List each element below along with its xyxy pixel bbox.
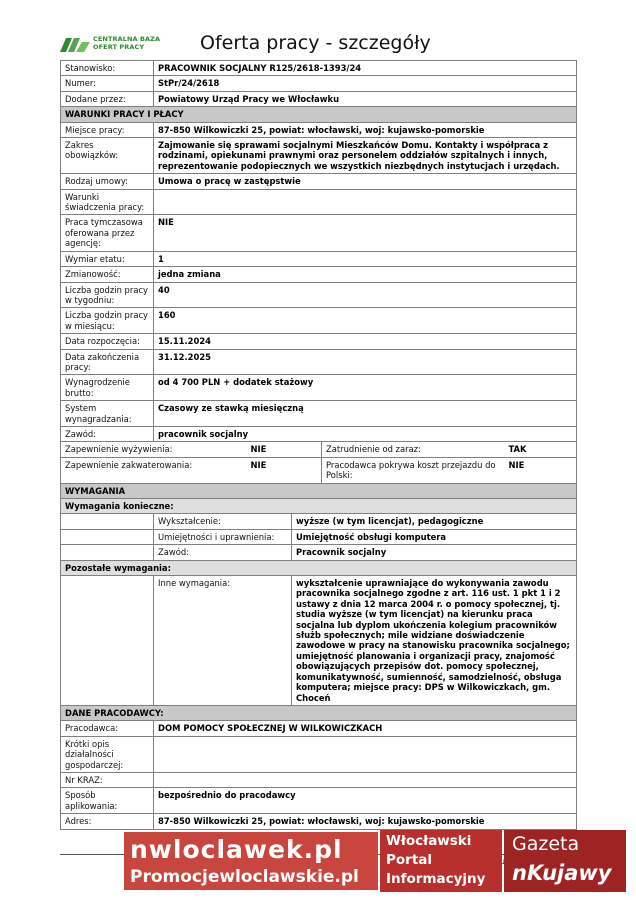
subsection-title-pozostale: Pozostałe wymagania: (61, 560, 577, 575)
row-opis-dzialalnosci (61, 736, 577, 772)
value-wymagany-zawod: Pracownik socjalny (292, 545, 577, 560)
value-system: Czasowy ze stawką miesięczną (154, 401, 577, 427)
row-rodzaj (61, 174, 577, 189)
cbop-logo (60, 34, 170, 56)
row-numer (61, 76, 577, 91)
row-warunki-swiadczenia (61, 189, 577, 215)
watermark-portal-line-1: Włocławski (386, 833, 472, 849)
label-nr-kraz: Nr KRAZ: (61, 772, 154, 787)
page-title: Oferta pracy - szczegóły (200, 32, 431, 54)
section-title-pracodawca: DANE PRACODAWCY: (61, 705, 577, 720)
value-zakwaterowanie: NIE (247, 457, 322, 483)
value-warunki-swiadczenia (154, 189, 577, 215)
section-title-wymagania: WYMAGANIA (61, 483, 577, 498)
cbop-logo-icon (60, 36, 90, 52)
value-zmianowosc: jedna zmiana (154, 267, 577, 282)
label-wyksztalcenie: Wykształcenie: (154, 514, 292, 529)
row-wymiar (61, 251, 577, 266)
label-dodane: Dodane przez: (61, 91, 154, 106)
watermark-gazeta (504, 830, 626, 892)
value-przejazd: NIE (505, 457, 577, 483)
watermark-gazeta-line-2: nKujawy (512, 861, 612, 885)
row-system (61, 401, 577, 427)
label-system: System wynagradzania: (61, 401, 154, 427)
value-numer: StPr/24/2618 (154, 76, 577, 91)
watermark-sites (124, 832, 378, 890)
label-sposob-aplikowania: Sposób aplikowania: (61, 788, 154, 814)
row-godz-miesiac (61, 308, 577, 334)
label-miejsce: Miejsce pracy: (61, 122, 154, 137)
row-dodane (61, 91, 577, 106)
label-adres: Adres: (61, 814, 154, 829)
label-zmianowosc: Zmianowość: (61, 267, 154, 282)
label-godz-miesiac: Liczba godzin pracy w miesiącu: (61, 308, 154, 334)
subsection-pozostale (61, 560, 577, 575)
value-pracodawca: DOM POMOCY SPOŁECZNEJ W WILKOWICZKACH (154, 721, 577, 736)
row-wymagany-zawod (61, 545, 577, 560)
row-zakres (61, 138, 577, 174)
label-opis-dzialalnosci: Krótki opis działalności gospodarczej: (61, 736, 154, 772)
label-data-rozpoczecia: Data rozpoczęcia: (61, 334, 154, 349)
label-wymiar: Wymiar etatu: (61, 251, 154, 266)
label-rodzaj: Rodzaj umowy: (61, 174, 154, 189)
label-warunki-swiadczenia: Warunki świadczenia pracy: (61, 189, 154, 215)
row-inne-wymagania (61, 576, 577, 706)
value-adres: 87-850 Wilkowiczki 25, powiat: włocławski, woj: kujawsko-pomorskie (154, 814, 577, 829)
watermark-banner (124, 830, 626, 892)
watermark-gazeta-line-1: Gazeta (512, 833, 580, 855)
value-godz-tydzien: 40 (154, 282, 577, 308)
section-pracodawca (61, 705, 577, 720)
row-tymczasowa (61, 215, 577, 251)
row-adres (61, 814, 577, 829)
subsection-konieczne (61, 499, 577, 514)
value-data-zakonczenia: 31.12.2025 (154, 349, 577, 375)
label-zatrudnienie: Zatrudnienie od zaraz: (322, 442, 505, 457)
indent-cell (61, 514, 154, 529)
row-umiejetnosci (61, 529, 577, 544)
job-offer-table (60, 60, 577, 830)
label-data-zakonczenia: Data zakończenia pracy: (61, 349, 154, 375)
row-wyksztalcenie (61, 514, 577, 529)
value-wynagrodzenie: od 4 700 PLN + dodatek stażowy (154, 375, 577, 401)
label-wynagrodzenie: Wynagrodzenie brutto: (61, 375, 154, 401)
row-pracodawca (61, 721, 577, 736)
value-zatrudnienie: TAK (505, 442, 577, 457)
section-warunki (61, 107, 577, 122)
value-godz-miesiac: 160 (154, 308, 577, 334)
label-wyzywienie: Zapewnienie wyżywienia: (61, 442, 247, 457)
label-zakres: Zakres obowiązków: (61, 138, 154, 174)
label-godz-tydzien: Liczba godzin pracy w tygodniu: (61, 282, 154, 308)
logo-line-1: CENTRALNA BAZA (93, 35, 161, 43)
value-rodzaj: Umowa o pracę w zastępstwie (154, 174, 577, 189)
watermark-portal-line-3: Informacyjny (386, 871, 486, 887)
row-zawod (61, 426, 577, 441)
value-sposob-aplikowania: bezpośrednio do pracodawcy (154, 788, 577, 814)
indent-cell (61, 545, 154, 560)
value-opis-dzialalnosci (154, 736, 577, 772)
value-wymiar: 1 (154, 251, 577, 266)
row-zmianowosc (61, 267, 577, 282)
row-zakwaterowanie (61, 457, 577, 483)
row-data-zakonczenia (61, 349, 577, 375)
row-miejsce (61, 122, 577, 137)
value-dodane: Powiatowy Urząd Pracy we Włocławku (154, 91, 577, 106)
value-wyzywienie: NIE (247, 442, 322, 457)
row-godz-tydzien (61, 282, 577, 308)
value-wyksztalcenie: wyższe (w tym licencjat), pedagogiczne (292, 514, 577, 529)
row-sposob-aplikowania (61, 788, 577, 814)
indent-cell (61, 576, 154, 706)
label-zakwaterowanie: Zapewnienie zakwaterowania: (61, 457, 247, 483)
value-zawod: pracownik socjalny (154, 426, 577, 441)
label-umiejetnosci: Umiejętności i uprawnienia: (154, 529, 292, 544)
watermark-portal-line-2: Portal (386, 852, 433, 868)
value-nr-kraz (154, 772, 577, 787)
label-tymczasowa: Praca tymczasowa oferowana przez agencję: (61, 215, 154, 251)
row-wynagrodzenie (61, 375, 577, 401)
value-tymczasowa: NIE (154, 215, 577, 251)
label-numer: Numer: (61, 76, 154, 91)
section-title-warunki: WARUNKI PRACY I PŁACY (61, 107, 577, 122)
value-umiejetnosci: Umiejętność obsługi komputera (292, 529, 577, 544)
row-nr-kraz (61, 772, 577, 787)
label-pracodawca: Pracodawca: (61, 721, 154, 736)
watermark-portal (380, 830, 502, 892)
indent-cell (61, 529, 154, 544)
value-data-rozpoczecia: 15.11.2024 (154, 334, 577, 349)
label-zawod: Zawód: (61, 426, 154, 441)
section-wymagania (61, 483, 577, 498)
label-stanowisko: Stanowisko: (61, 61, 154, 76)
label-wymagany-zawod: Zawód: (154, 545, 292, 560)
watermark-site-2: Promocjewloclawskie.pl (130, 867, 359, 887)
value-stanowisko: PRACOWNIK SOCJALNY R125/2618-1393/24 (154, 61, 577, 76)
label-przejazd: Pracodawca pokrywa koszt przejazdu do Polski: (322, 457, 505, 483)
value-zakres: Zajmowanie się sprawami socjalnymi Mieszkańców Domu. Kontakty i współpraca z rodzinami, opiekunami prawnymi oraz personelem oddziałów szpitalnych i innych, reprezentowanie podopiecznych we wszystkich niezbędnych instytucjach i urzędach. (154, 138, 577, 174)
logo-line-2: OFERT PRACY (93, 43, 145, 51)
value-inne-wymagania: wykształcenie uprawniające do wykonywania zawodu pracownika socjalnego zgodne z art. 116 ust. 1 pkt 1 i 2 ustawy z dnia 12 marca 2004 r. o pomocy społecznej, tj. studia wyższe (w tym licencjat) na kierunku praca socjalna lub dyplom ukończenia kolegium pracowników służb społecznych; mile widziane doświadczenie zawodowe w pracy na stanowisku pracownika socjalnego; umiejętność planowania i organizacji pracy, znajomość obowiązujących przepisów dot. pomocy społecznej, komunikatywność, sumienność, samodzielność, obsługa komputera; miejsce pracy: DPS w Wilkowiczkach, gm. Choceń (292, 576, 577, 706)
row-stanowisko (61, 61, 577, 76)
subsection-title-konieczne: Wymagania konieczne: (61, 499, 577, 514)
label-inne-wymagania: Inne wymagania: (154, 576, 292, 706)
document-header (60, 30, 576, 60)
watermark-site-1: nwloclawek.pl (130, 835, 343, 864)
value-miejsce: 87-850 Wilkowiczki 25, powiat: włocławski, woj: kujawsko-pomorskie (154, 122, 577, 137)
row-data-rozpoczecia (61, 334, 577, 349)
row-wyzywienie (61, 442, 577, 457)
logo-text (93, 35, 160, 51)
